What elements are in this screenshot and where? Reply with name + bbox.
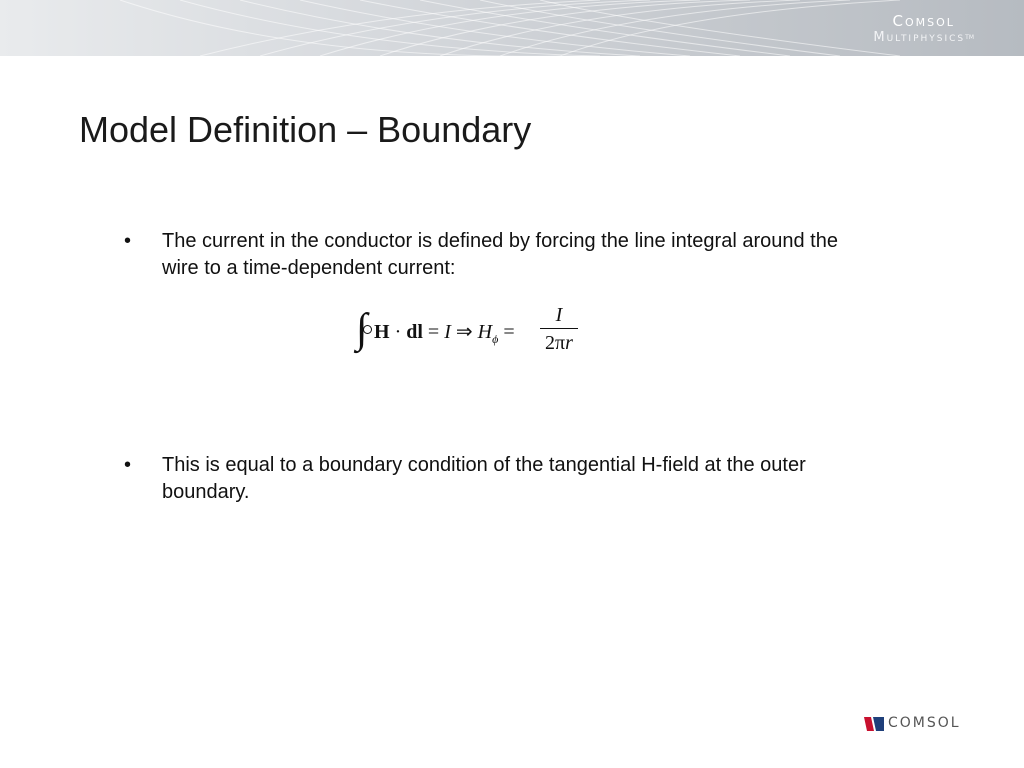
logo-multiphysics-text: Multiphysics bbox=[873, 30, 966, 45]
field-vector: H bbox=[374, 321, 390, 343]
bullet-icon: • bbox=[124, 230, 132, 252]
phi-subscript: ϕ bbox=[492, 332, 499, 346]
slide-title: Model Definition – Boundary bbox=[79, 109, 532, 150]
h-phi-symbol: H bbox=[477, 321, 493, 343]
equation-lhs bbox=[374, 319, 515, 347]
equals-sign: = bbox=[422, 321, 445, 343]
radius-symbol: r bbox=[565, 332, 573, 354]
comsol-multiphysics-logo bbox=[873, 12, 974, 46]
logo-comsol-text: Comsol bbox=[892, 12, 955, 30]
denominator-coefficient: 2π bbox=[545, 332, 566, 354]
implies-arrow: ⇒ bbox=[450, 321, 478, 343]
footer-logo-text: COMSOL bbox=[888, 715, 961, 731]
equals-sign-2: = bbox=[498, 321, 515, 343]
dot-operator: · bbox=[389, 321, 407, 343]
trademark-mark: TM bbox=[965, 34, 974, 41]
fraction-denominator bbox=[540, 331, 578, 355]
mesh-graphic bbox=[0, 0, 1024, 56]
bullet-text: This is equal to a boundary condition of the tangential H-field at the outer boundary. bbox=[162, 454, 806, 503]
contour-circle-icon bbox=[363, 325, 372, 334]
fraction-bar bbox=[540, 328, 578, 329]
header-banner bbox=[0, 0, 1024, 56]
equation bbox=[356, 302, 596, 362]
fraction-numerator: I bbox=[555, 304, 563, 326]
bullet-text: The current in the conductor is defined by forcing the line integral around the wire to a time-dependent current: bbox=[162, 230, 838, 279]
contour-integral-symbol: ∫ bbox=[356, 306, 368, 352]
bullet-icon: • bbox=[124, 454, 132, 476]
logo-multiphysics-row bbox=[873, 30, 974, 46]
fraction bbox=[540, 302, 578, 355]
line-element: dl bbox=[406, 321, 423, 343]
current-symbol: I bbox=[444, 321, 451, 343]
comsol-mark-icon bbox=[864, 717, 884, 731]
